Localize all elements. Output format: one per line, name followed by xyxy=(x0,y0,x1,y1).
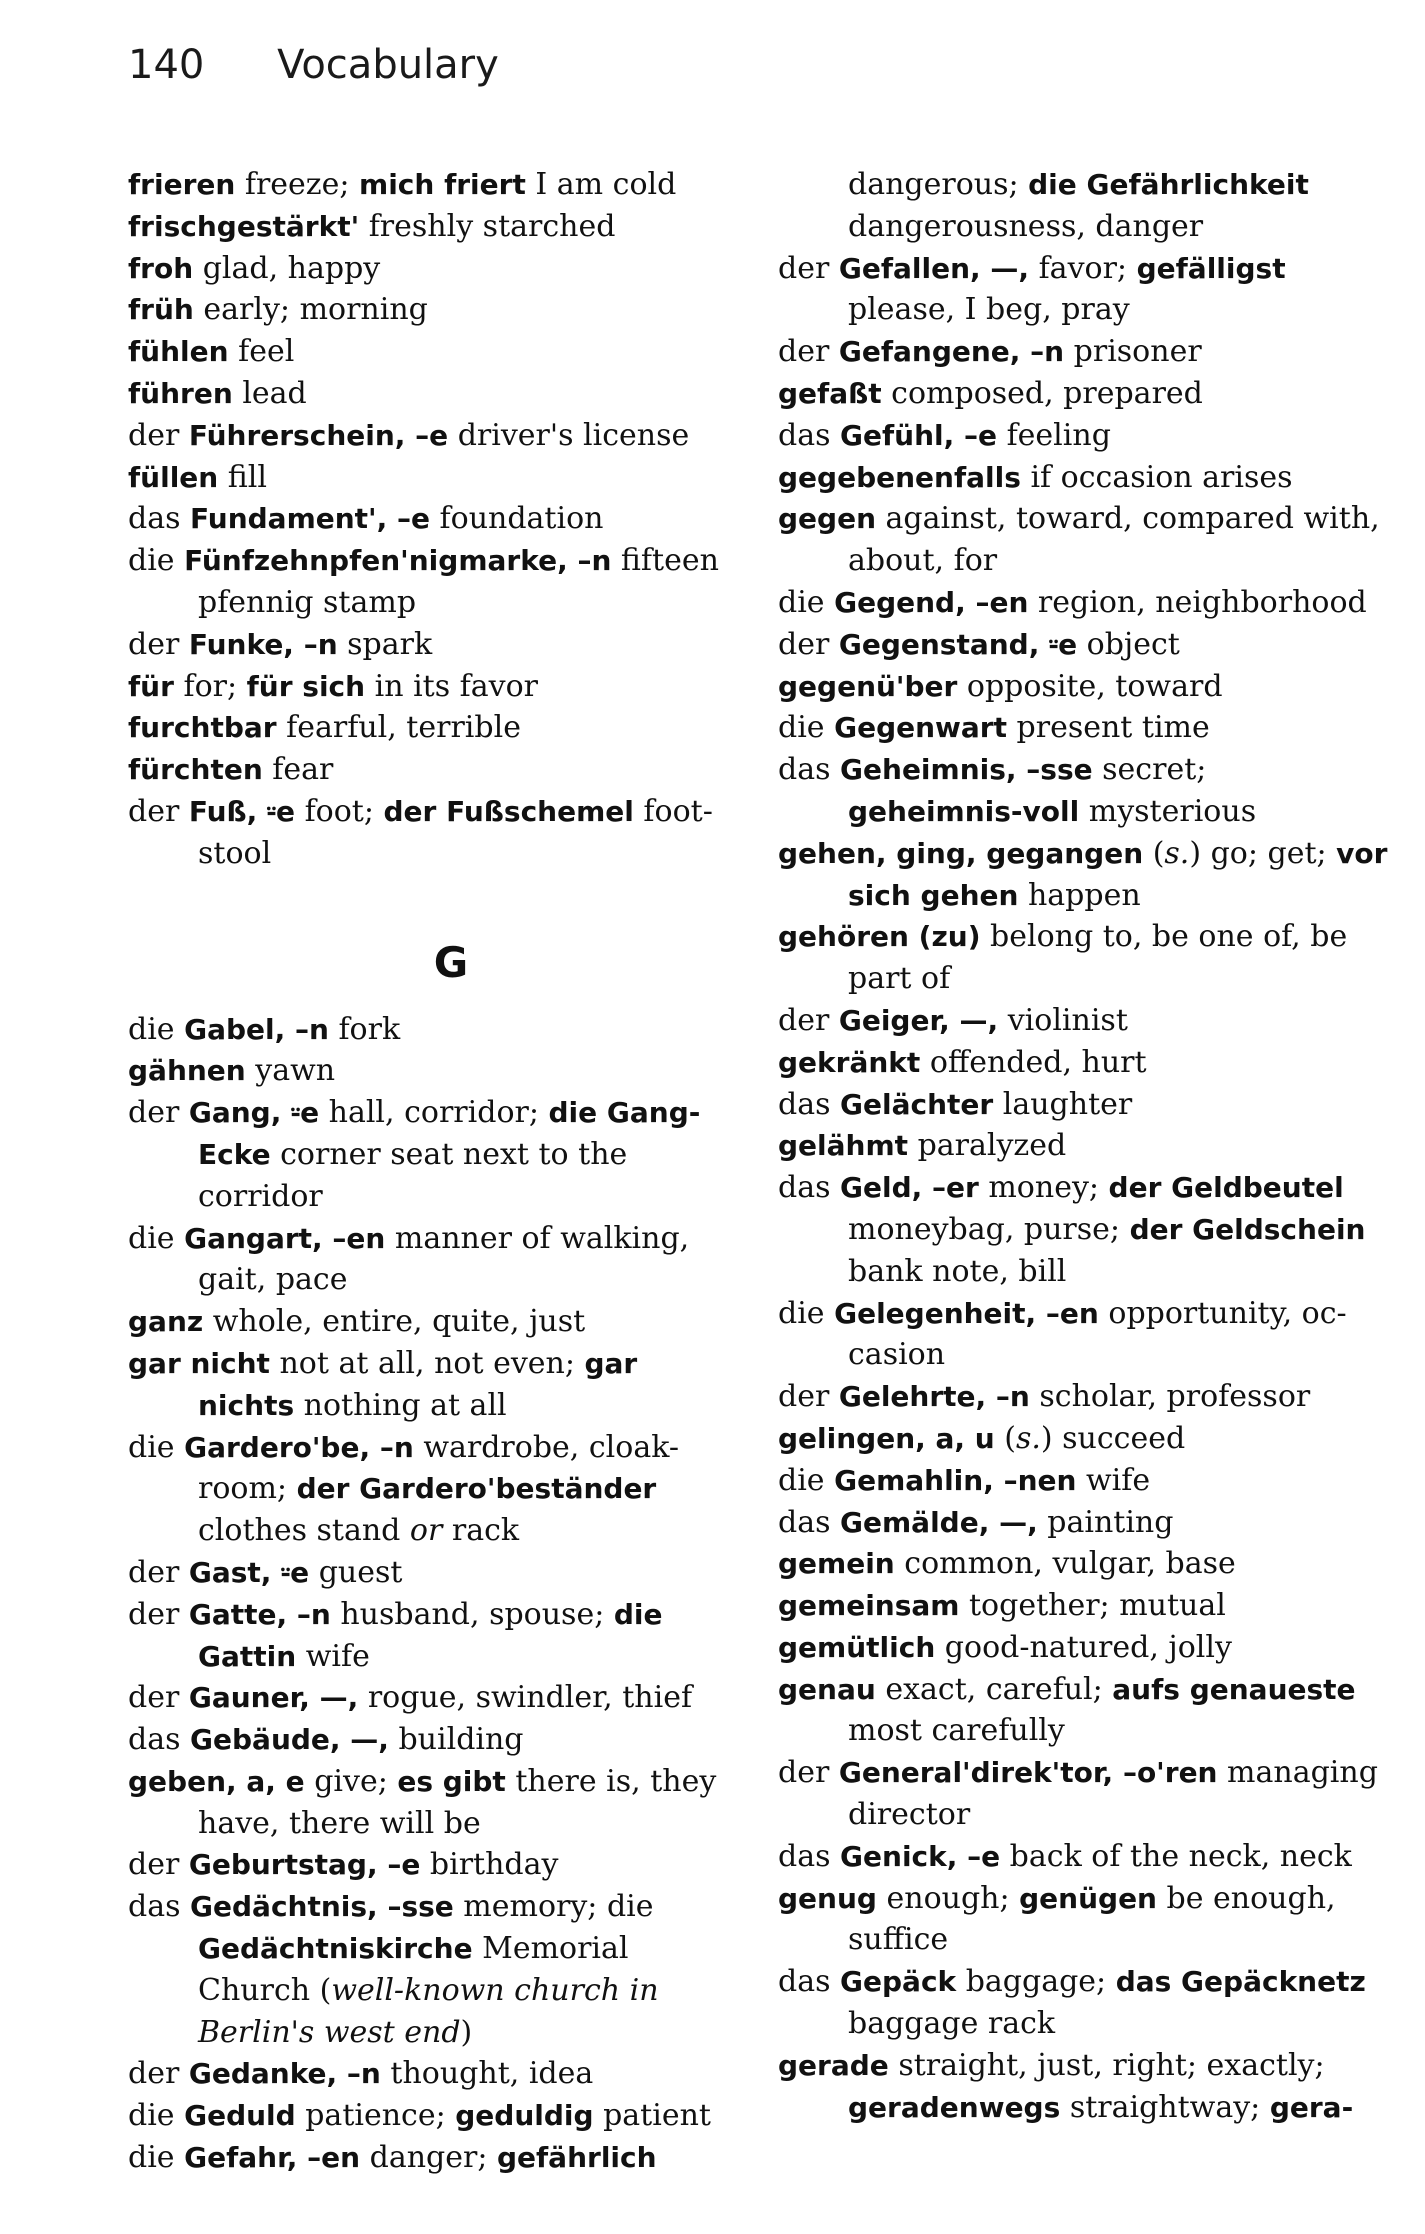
definition: managing director xyxy=(848,1755,1378,1833)
article: der xyxy=(778,1755,839,1791)
dictionary-entry xyxy=(128,666,734,708)
headword: furchtbar xyxy=(128,711,277,745)
article: der xyxy=(778,334,839,370)
headword: Geheimnis, –sse xyxy=(840,753,1093,787)
dictionary-entry xyxy=(128,540,734,624)
definition: building xyxy=(388,1722,524,1758)
headword: Gauner, —, xyxy=(188,1681,359,1715)
dictionary-entry xyxy=(128,1343,734,1427)
headword: Gast, ⸚e xyxy=(188,1555,310,1589)
headword: Gefangene, –n xyxy=(838,335,1065,369)
headword: Gangart, –en xyxy=(184,1221,386,1255)
definition: object xyxy=(1077,626,1180,662)
dictionary-entry xyxy=(128,1761,734,1845)
headword: genau xyxy=(778,1672,876,1706)
headword: mich friert xyxy=(359,168,526,201)
headword: froh xyxy=(128,251,194,285)
headword: Gedanke, –n xyxy=(188,2057,381,2091)
definition: moneybag, purse; xyxy=(848,1211,1130,1247)
headword: fühlen xyxy=(128,335,229,369)
definition: freshly starched xyxy=(359,208,616,244)
dictionary-entry xyxy=(778,1752,1390,1836)
headword: frieren xyxy=(128,168,236,201)
definition: I am cold xyxy=(525,167,677,202)
definition: wardrobe, cloak-room; xyxy=(198,1429,679,1507)
definition: feel xyxy=(228,334,295,370)
dictionary-entry xyxy=(778,1000,1390,1042)
definition: offended, hurt xyxy=(920,1044,1147,1080)
dictionary-entry xyxy=(778,1376,1390,1418)
definition: back of the neck, neck xyxy=(1000,1838,1352,1874)
dictionary-entry xyxy=(778,498,1390,582)
definition: rack xyxy=(442,1513,520,1549)
article: die xyxy=(128,1429,185,1465)
headword: Gegend, –en xyxy=(834,585,1029,619)
italic-note: well-known church in Berlin's west end xyxy=(198,1972,659,2050)
headword: gar nicht xyxy=(128,1346,270,1380)
definition: good-natured, jolly xyxy=(935,1629,1232,1665)
headword: gekränkt xyxy=(778,1045,921,1079)
definition: prisoner xyxy=(1064,334,1202,370)
dictionary-entry xyxy=(128,2137,734,2179)
dictionary-entry xyxy=(128,1719,734,1761)
dictionary-entry xyxy=(778,2045,1390,2129)
headword: Gelegenheit, –en xyxy=(834,1296,1099,1330)
article: die xyxy=(778,710,835,746)
headword: Gefallen, —, xyxy=(838,251,1030,285)
article: der xyxy=(128,793,189,829)
dictionary-entry xyxy=(778,1460,1390,1502)
headword: gegebenenfalls xyxy=(778,460,1021,494)
definition: against, toward, compared with, about, for xyxy=(848,501,1380,579)
definition: ( xyxy=(994,1420,1016,1456)
headword: Genick, –e xyxy=(840,1839,1001,1873)
headword: gefaßt xyxy=(778,376,882,410)
definition: be enough, suffice xyxy=(848,1880,1336,1958)
article: die xyxy=(128,2098,185,2134)
definition: present time xyxy=(1007,710,1210,746)
italic-note: s. xyxy=(1164,835,1190,871)
headword: früh xyxy=(128,293,194,327)
article: die xyxy=(128,1011,185,1047)
page-number: 140 xyxy=(128,42,205,88)
article: das xyxy=(128,1889,191,1925)
definition: foot; xyxy=(295,793,384,829)
definition: in its favor xyxy=(365,668,539,704)
headword: genug xyxy=(778,1881,877,1915)
definition: whole, entire, quite, just xyxy=(203,1304,586,1340)
article: der xyxy=(778,1002,839,1038)
definition: thought, idea xyxy=(380,2056,594,2092)
dictionary-entry xyxy=(778,1669,1390,1753)
dictionary-entry xyxy=(778,1627,1390,1669)
definition: please, I beg, pray xyxy=(848,292,1130,328)
right-column xyxy=(778,164,1390,2128)
italic-note: or xyxy=(409,1513,443,1549)
article: das xyxy=(778,1504,841,1540)
definition: favor; xyxy=(1029,250,1137,286)
article: die xyxy=(778,1462,835,1498)
headword: Fundament', –e xyxy=(190,502,430,536)
headword: aufs genaueste xyxy=(1112,1672,1356,1706)
dictionary-entry xyxy=(128,1301,734,1343)
dictionary-entry xyxy=(778,624,1390,666)
headword: für sich xyxy=(246,669,366,703)
definition: straight, just, right; exactly; xyxy=(888,2047,1325,2083)
definition: rogue, swindler, thief xyxy=(358,1680,693,1716)
article: der xyxy=(778,1379,839,1415)
article: der xyxy=(128,1847,189,1883)
headword: gemein xyxy=(778,1547,895,1581)
headword: Geld, –er xyxy=(840,1171,979,1205)
dictionary-entry xyxy=(778,1836,1390,1878)
dictionary-entry xyxy=(778,833,1390,917)
definition: patience; xyxy=(295,2098,456,2134)
headword: Geiger, —, xyxy=(838,1003,999,1037)
dictionary-entry xyxy=(128,1594,734,1678)
headword: führen xyxy=(128,376,233,410)
headword: General'direk'tor, –o'ren xyxy=(838,1756,1218,1790)
definition: dangerous; xyxy=(848,167,1029,202)
headword: geben, a, e xyxy=(128,1764,305,1798)
headword: gegen xyxy=(778,502,876,536)
article: der xyxy=(128,1680,189,1716)
definition: wife xyxy=(296,1638,370,1674)
headword: gera- xyxy=(1269,2090,1354,2124)
headword: gar nichts xyxy=(198,1346,638,1422)
dictionary-entry xyxy=(778,248,1390,332)
dictionary-entry xyxy=(778,1502,1390,1544)
headword: Gegenwart xyxy=(834,711,1007,745)
definition: laughter xyxy=(993,1086,1133,1122)
headword: gelingen, a, u xyxy=(778,1421,995,1455)
definition: opposite, toward xyxy=(957,668,1223,704)
definition: there is, they have, there will be xyxy=(198,1763,717,1841)
definition: most carefully xyxy=(848,1713,1065,1749)
definition: exact, careful; xyxy=(875,1671,1113,1707)
definition: straightway; xyxy=(1060,2089,1270,2125)
dictionary-entry xyxy=(128,331,734,373)
headword: Geburtstag, –e xyxy=(188,1848,421,1882)
definition: mysterious xyxy=(1079,793,1257,829)
article: das xyxy=(778,1170,841,1206)
headword: geduldig xyxy=(455,2099,594,2133)
dictionary-entry xyxy=(128,498,734,540)
dictionary-entry xyxy=(778,582,1390,624)
definition: manner of walking, gait, pace xyxy=(198,1220,690,1298)
article: das xyxy=(778,417,841,453)
headword: Gelächter xyxy=(840,1087,994,1121)
definition: happen xyxy=(1018,877,1141,913)
dictionary-entry xyxy=(128,1552,734,1594)
definition: husband, spouse; xyxy=(330,1596,614,1632)
article: das xyxy=(128,501,191,537)
article: die xyxy=(778,584,835,620)
article: das xyxy=(778,752,841,788)
dictionary-entry xyxy=(778,1961,1390,2045)
definition: region, neighborhood xyxy=(1028,584,1367,620)
dictionary-entry xyxy=(778,916,1390,1000)
article: der xyxy=(128,1095,189,1131)
headword: Führerschein, –e xyxy=(188,418,449,452)
dictionary-entry xyxy=(778,373,1390,415)
headword: geheimnis-voll xyxy=(848,794,1080,828)
dictionary-entry xyxy=(128,457,734,499)
definition: memory; die xyxy=(453,1889,654,1925)
definition: scholar, professor xyxy=(1029,1379,1311,1415)
dictionary-entry xyxy=(128,1218,734,1302)
dictionary-entry xyxy=(778,331,1390,373)
dictionary-entry xyxy=(128,2053,734,2095)
definition: bank note, bill xyxy=(848,1253,1067,1289)
article: der xyxy=(778,250,839,286)
dictionary-entry xyxy=(778,1125,1390,1167)
dictionary-entry xyxy=(128,749,734,791)
dictionary-entry xyxy=(778,415,1390,457)
definition: opportunity, oc-casion xyxy=(848,1295,1347,1373)
article: die xyxy=(128,1220,185,1256)
left-column xyxy=(128,164,734,2179)
headword: gegenü'ber xyxy=(778,669,958,703)
headword: die Gefährlichkeit xyxy=(1028,168,1309,201)
definition: yawn xyxy=(245,1053,336,1089)
definition: baggage rack xyxy=(848,2006,1056,2042)
definition: clothes stand xyxy=(198,1513,410,1549)
definition: fifteen pfennig stamp xyxy=(198,543,719,620)
dictionary-entry xyxy=(128,791,734,875)
headword: der Gardero'beständer xyxy=(296,1472,657,1506)
headword: frischgestärkt' xyxy=(128,209,360,243)
dictionary-entry xyxy=(778,1418,1390,1460)
dictionary-entry xyxy=(778,457,1390,499)
definition: foundation xyxy=(430,501,604,537)
article: der xyxy=(128,1554,189,1590)
article: das xyxy=(128,1722,191,1758)
page-header xyxy=(128,42,499,102)
definition: guest xyxy=(309,1554,403,1590)
dictionary-entry xyxy=(778,1042,1390,1084)
definition: ) xyxy=(460,2014,473,2050)
headword: vor sich gehen xyxy=(848,836,1388,912)
definition: driver's license xyxy=(448,417,690,453)
headword: gehören (zu) xyxy=(778,920,981,954)
headword: gefährlich xyxy=(496,2141,657,2175)
headword: gehen, ging, gegangen xyxy=(778,836,1144,870)
headword: Gemälde, —, xyxy=(840,1505,1038,1539)
dictionary-entry xyxy=(778,1084,1390,1126)
definition: fork xyxy=(328,1011,401,1047)
dictionary-entry xyxy=(128,1050,734,1092)
headword: der Geldschein xyxy=(1129,1212,1366,1246)
headword: geradenwegs xyxy=(848,2090,1061,2124)
dictionary-entry xyxy=(128,1886,734,2053)
dictionary-entry xyxy=(778,1585,1390,1627)
dictionary-entry xyxy=(128,2095,734,2137)
definition: hall, corridor; xyxy=(319,1095,549,1131)
headword: Gelehrte, –n xyxy=(838,1380,1030,1414)
dictionary-entry xyxy=(128,1427,734,1552)
definition: ( xyxy=(1143,835,1165,871)
headword: gelähmt xyxy=(778,1129,909,1163)
definition: danger; xyxy=(360,2140,497,2176)
headword: Gatte, –n xyxy=(188,1597,331,1631)
definition: belong to, be one of, be part of xyxy=(848,919,1348,997)
headword: Fünfzehnpfen'nigmarke, –n xyxy=(184,544,612,578)
definition: secret; xyxy=(1092,752,1207,788)
definition: freeze; xyxy=(235,167,360,202)
headword: fürchten xyxy=(128,753,263,787)
definition: dangerousness, danger xyxy=(848,208,1204,244)
dictionary-entry xyxy=(778,707,1390,749)
headword: Gang, ⸚e xyxy=(188,1096,320,1130)
dictionary-entry xyxy=(128,289,734,331)
headword: es gibt xyxy=(397,1764,506,1798)
headword: Gardero'be, –n xyxy=(184,1430,414,1464)
definition: ) succeed xyxy=(1040,1420,1186,1456)
headword: genügen xyxy=(1019,1881,1157,1915)
dictionary-entry xyxy=(778,1543,1390,1585)
article: der xyxy=(128,2056,189,2092)
article: das xyxy=(778,1964,841,2000)
section-letter-g: G xyxy=(433,937,469,987)
headword: Geduld xyxy=(184,2099,296,2133)
headword: Gepäck xyxy=(840,1965,957,1999)
definition: enough; xyxy=(876,1880,1020,1916)
dictionary-entry xyxy=(128,248,734,290)
definition: patient xyxy=(593,2098,711,2134)
definition: composed, prepared xyxy=(881,375,1203,411)
dictionary-entry xyxy=(128,415,734,457)
headword: die Gattin xyxy=(198,1597,663,1673)
headword: Gegenstand, ⸚e xyxy=(838,627,1078,661)
italic-note: s. xyxy=(1015,1420,1041,1456)
article: die xyxy=(128,2140,185,2176)
headword: Fuß, ⸚e xyxy=(188,794,296,828)
dictionary-entry xyxy=(128,624,734,666)
definition: feeling xyxy=(997,417,1111,453)
definition: baggage; xyxy=(956,1964,1116,2000)
dictionary-entry xyxy=(128,1092,734,1217)
definition: spark xyxy=(337,626,433,662)
definition: glad, happy xyxy=(193,250,381,286)
dictionary-entry xyxy=(778,1167,1390,1292)
headword: Gebäude, —, xyxy=(190,1723,389,1757)
dictionary-entry xyxy=(128,164,734,206)
headword: Gemahlin, –nen xyxy=(834,1463,1077,1497)
article: der xyxy=(128,417,189,453)
headword: gemeinsam xyxy=(778,1589,960,1623)
definition: Memorial Church ( xyxy=(198,1931,629,2008)
headword: das Gepäcknetz xyxy=(1115,1965,1366,1999)
headword: ganz xyxy=(128,1305,204,1339)
article: die xyxy=(128,543,185,579)
definition: for; xyxy=(173,668,247,704)
article: der xyxy=(128,1596,189,1632)
dictionary-entry xyxy=(778,164,1390,248)
dictionary-entry xyxy=(778,666,1390,708)
definition: not at all, not even; xyxy=(269,1345,585,1381)
headword: Gedächtniskirche xyxy=(198,1932,473,1966)
definition: ) go; get; xyxy=(1189,835,1337,871)
dictionary-entry xyxy=(128,373,734,415)
headword: Gefahr, –en xyxy=(184,2141,361,2175)
headword: der Fußschemel xyxy=(383,794,634,828)
article: der xyxy=(778,626,839,662)
headword: Gefühl, –e xyxy=(840,418,998,452)
definition: together; mutual xyxy=(959,1588,1226,1624)
definition: early; morning xyxy=(193,292,428,328)
dictionary-entry xyxy=(778,749,1390,833)
definition: fearful, terrible xyxy=(276,710,521,746)
definition: lead xyxy=(232,375,307,411)
definition: corner seat next to the corridor xyxy=(198,1136,628,1214)
definition: paralyzed xyxy=(908,1128,1067,1164)
headword: die Gang-Ecke xyxy=(198,1096,701,1171)
headword: gähnen xyxy=(128,1054,246,1088)
definition: money; xyxy=(978,1170,1109,1206)
article: die xyxy=(778,1295,835,1331)
dictionary-entry xyxy=(778,1293,1390,1377)
dictionary-entry xyxy=(128,206,734,248)
dictionary-entry xyxy=(128,1677,734,1719)
definition: give; xyxy=(304,1763,398,1799)
definition: if occasion arises xyxy=(1020,459,1293,495)
definition: common, vulgar, base xyxy=(894,1546,1236,1582)
headword: füllen xyxy=(128,460,219,494)
definition: nothing at all xyxy=(294,1387,507,1423)
definition: violinist xyxy=(998,1002,1128,1038)
dictionary-entry xyxy=(128,707,734,749)
dictionary-entry xyxy=(778,1878,1390,1962)
headword: gerade xyxy=(778,2048,889,2082)
definition: foot-stool xyxy=(198,793,713,871)
article: der xyxy=(128,626,189,662)
headword: Gabel, –n xyxy=(184,1012,329,1046)
definition: fill xyxy=(218,459,267,495)
running-title: Vocabulary xyxy=(277,42,499,88)
article: das xyxy=(778,1086,841,1122)
headword: für xyxy=(128,669,174,703)
dictionary-entry xyxy=(128,1009,734,1051)
headword: der Geldbeutel xyxy=(1108,1171,1344,1205)
headword: Funke, –n xyxy=(188,627,338,661)
definition: painting xyxy=(1037,1504,1174,1540)
definition: fear xyxy=(262,752,334,788)
dictionary-entry xyxy=(128,1844,734,1886)
definition: birthday xyxy=(420,1847,559,1883)
headword: gemütlich xyxy=(778,1630,936,1664)
headword: gefälligst xyxy=(1136,251,1286,285)
definition: wife xyxy=(1076,1462,1151,1498)
article: das xyxy=(778,1838,841,1874)
headword: Gedächtnis, –sse xyxy=(190,1890,454,1924)
